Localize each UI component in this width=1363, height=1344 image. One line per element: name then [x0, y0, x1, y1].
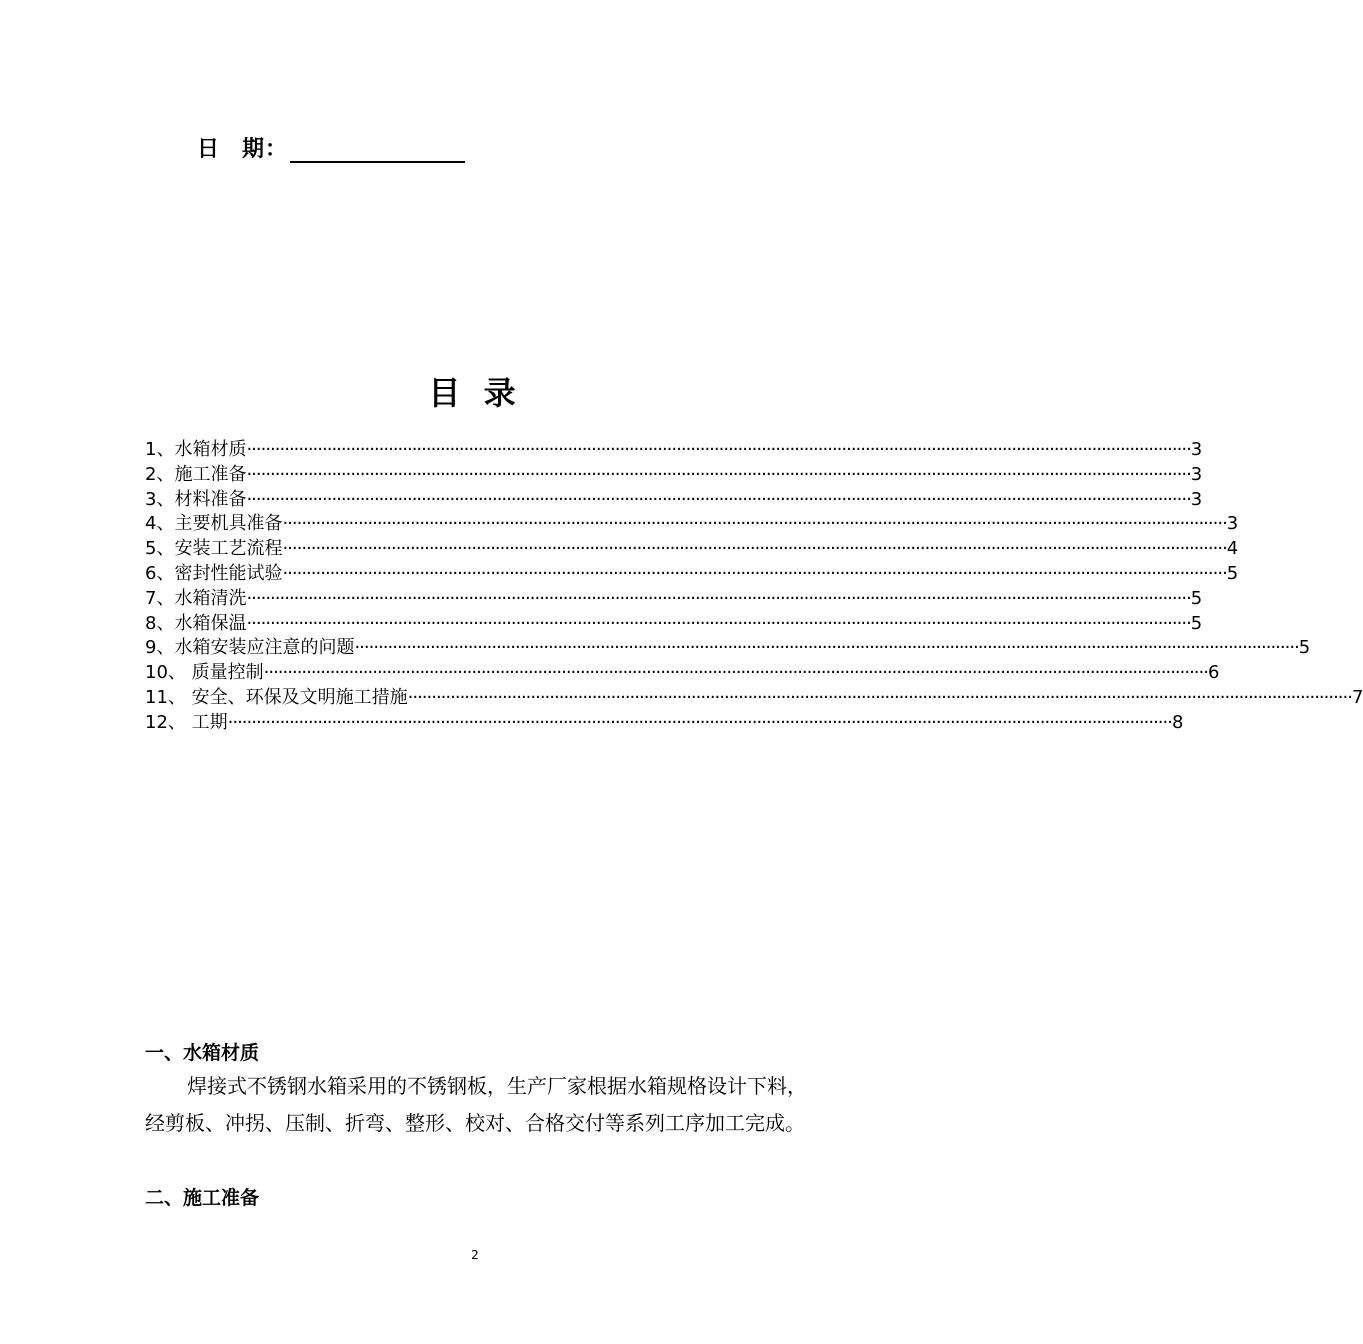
toc-item-label: 10、 质量控制	[145, 662, 264, 684]
toc-leader: ········································································································································································································	[282, 513, 1227, 535]
page-number: 2	[471, 1248, 479, 1262]
toc-item-page: 3	[1190, 463, 1203, 485]
toc-item-label: 12、 工期	[145, 711, 228, 733]
toc-item[interactable]	[145, 711, 1184, 736]
toc-item-page: 3	[1190, 439, 1203, 460]
toc-leader: ········································································································································································································	[282, 538, 1227, 560]
toc-item-page: 5	[1190, 612, 1203, 634]
toc-leader: ········································································································································································································	[246, 587, 1191, 609]
toc-item[interactable]	[145, 537, 1239, 562]
toc-leader: ········································································································································································································	[407, 686, 1352, 708]
toc-item[interactable]	[145, 562, 1239, 587]
toc-item[interactable]	[145, 488, 1203, 513]
toc-item-label: 4、主要机具准备	[145, 513, 283, 535]
section-heading-2: 二、施工准备	[145, 1187, 260, 1209]
toc-leader: ········································································································································································································	[282, 562, 1227, 584]
date-label-1: 日	[197, 137, 221, 162]
toc-item-page: 5	[1190, 587, 1203, 609]
toc-item-page: 3	[1226, 513, 1239, 535]
toc-item-label: 8、水箱保温	[145, 612, 247, 634]
toc-item[interactable]	[145, 512, 1239, 537]
section-body-1: 焊接式不锈钢水箱采用的不锈钢板，生产厂家根据水箱规格设计下料，经剪板、冲拐、压制、折弯、整形、校对、合格交付等系列工序加工完成。	[145, 1074, 807, 1135]
toc-item-label: 5、安装工艺流程	[145, 538, 283, 560]
toc-item-label: 11、 安全、环保及文明施工措施	[145, 686, 408, 708]
table-of-contents	[145, 438, 1363, 736]
toc-leader: ········································································································································································································	[227, 711, 1172, 733]
toc-title: 目 录	[428, 374, 522, 412]
toc-item[interactable]	[145, 587, 1203, 612]
toc-leader: ········································································································································································································	[246, 439, 1191, 460]
toc-item-page: 8	[1171, 711, 1184, 733]
toc-item-label: 2、施工准备	[145, 463, 247, 485]
toc-item-label: 9、水箱安装应注意的问题	[145, 637, 355, 659]
toc-item[interactable]	[145, 661, 1220, 686]
toc-leader: ········································································································································································································	[354, 637, 1299, 659]
toc-item[interactable]	[145, 686, 1363, 711]
toc-item-page: 5	[1226, 562, 1239, 584]
toc-leader: ········································································································································································································	[246, 612, 1191, 634]
toc-item[interactable]	[145, 438, 1203, 463]
toc-item-label: 6、密封性能试验	[145, 562, 283, 584]
toc-item-page: 3	[1190, 488, 1203, 510]
toc-leader: ········································································································································································································	[246, 488, 1191, 510]
toc-item[interactable]	[145, 463, 1203, 488]
toc-item-label: 1、水箱材质	[145, 439, 247, 460]
toc-item[interactable]	[145, 636, 1311, 661]
toc-item-page: 7	[1351, 686, 1363, 708]
date-field	[197, 132, 465, 163]
toc-item-page: 4	[1226, 538, 1239, 560]
date-blank-line	[290, 135, 465, 163]
toc-item[interactable]	[145, 612, 1203, 637]
toc-item-page: 6	[1207, 662, 1220, 684]
toc-item-page: 5	[1298, 637, 1311, 659]
date-label-2: 期：	[242, 137, 289, 162]
section-heading-1: 一、水箱材质	[145, 1042, 260, 1064]
toc-leader: ········································································································································································································	[246, 463, 1191, 485]
toc-leader: ········································································································································································································	[263, 662, 1208, 684]
toc-item-label: 7、水箱清洗	[145, 587, 247, 609]
toc-item-label: 3、材料准备	[145, 488, 247, 510]
